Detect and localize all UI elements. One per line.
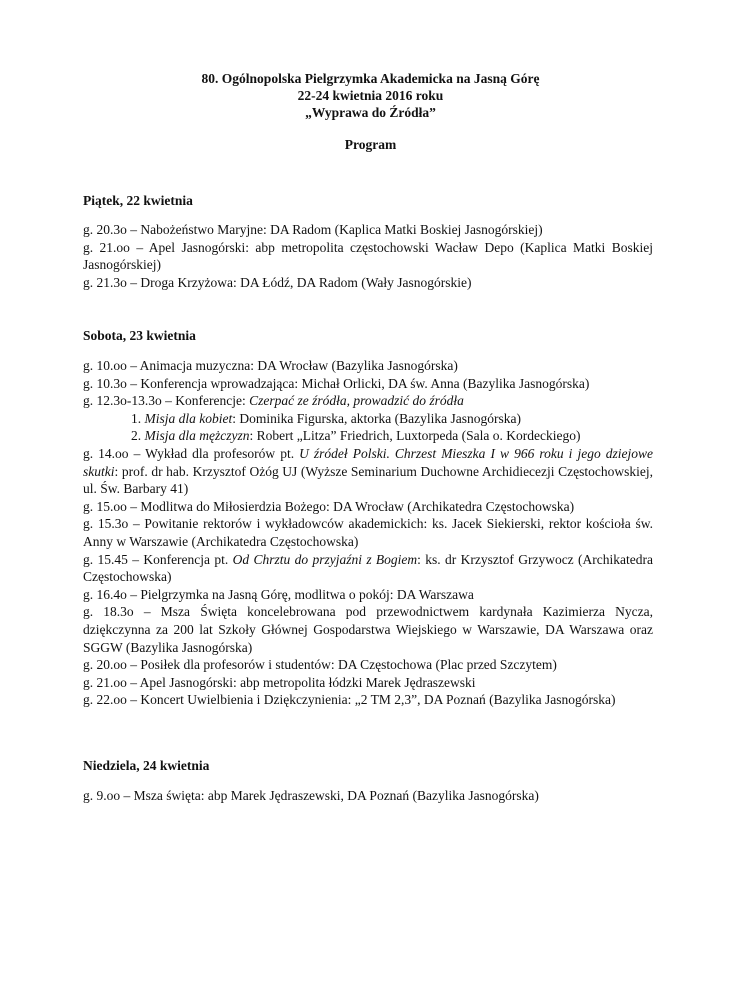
entry-3-topic: Czerpać ze źródła, prowadzić do źródła — [249, 393, 464, 409]
subentry-1-number: 1. — [131, 410, 145, 426]
subentry-2-topic: Misja dla mężczyzn — [144, 428, 250, 444]
entry-7-time: g. 15.45 – Konferencja pt. — [83, 551, 233, 567]
saturday-entry-1: g. 10.oo – Animacja muzyczna: DA Wrocław (Bazylika Jasnogórska) — [83, 358, 458, 373]
entry-3-time: g. 12.3o-13.3o – Konferencje: — [83, 393, 250, 409]
day-heading-friday: Piątek, 22 kwietnia — [83, 193, 193, 208]
saturday-entry-12: g. 22.oo – Koncert Uwielbienia i Dziękczynienia: „2 TM 2,3”, DA Poznań (Bazylika Jasnogórska) — [83, 692, 616, 708]
saturday-entry-4 — [83, 445, 653, 498]
entry-4-title: U źródeł Polski. Chrzest Mieszka I w 966 roku i jego dziejowe skutki — [83, 445, 653, 479]
program-title: Program — [344, 137, 397, 152]
saturday-entry-6: g. 15.3o – Powitanie rektorów i wykładowców akademickich: ks. Jacek Siekierski, rektor kościoła św. Anny w Warszawie (Archikatedra Częstochowska) — [83, 516, 653, 549]
subentry-1-topic: Misja dla kobiet — [144, 410, 233, 426]
friday-entry-2: g. 21.oo – Apel Jasnogórski: abp metropolita częstochowski Wacław Depo (Kaplica Matki Boskiej Jasnogórskiej) — [83, 239, 653, 273]
saturday-entry-7 — [83, 551, 653, 586]
saturday-entry-5: g. 15.oo – Modlitwa do Miłosierdzia Bożego: DA Wrocław (Archikatedra Częstochowska) — [83, 498, 575, 514]
saturday-entry-10: g. 20.oo – Posiłek dla profesorów i studentów: DA Częstochowa (Plac przed Szczytem) — [83, 657, 557, 673]
friday-entry-3: g. 21.3o – Droga Krzyżowa: DA Łódź, DA Radom (Wały Jasnogórskie) — [83, 274, 472, 290]
saturday-entry-8: g. 16.4o – Pielgrzymka na Jasną Górę, modlitwa o pokój: DA Warszawa — [83, 586, 474, 602]
subentry-2-number: 2. — [131, 428, 145, 444]
day-heading-saturday: Sobota, 23 kwietnia — [83, 328, 196, 343]
subentry-1-details: : Dominika Figurska, aktorka (Bazylika Jasnogórska) — [232, 410, 521, 426]
friday-schedule — [83, 221, 653, 291]
header-title: 80. Ogólnopolska Pielgrzymka Akademicka na Jasną Górę — [201, 71, 540, 86]
saturday-subentry-1 — [83, 410, 653, 428]
header-dates: 22-24 kwietnia 2016 roku — [297, 88, 444, 103]
entry-4-details: : prof. dr hab. Krzysztof Ożóg UJ (Wyższe Seminarium Duchowne Archidiecezji Częstochowskiej, ul. Św. Barbary 41) — [83, 463, 653, 497]
saturday-entry-9: g. 18.3o – Msza Święta koncelebrowana pod przewodnictwem kardynała Kazimierza Nycza, dziękczynna za 200 lat Szkoły Głównej Gospodarstwa Wiejskiego w Warszawie, DA Warszawa oraz SGGW (Bazylika Jasnogórska) — [83, 604, 653, 655]
day-heading-sunday: Niedziela, 24 kwietnia — [83, 758, 210, 773]
entry-7-details: : ks. dr Krzysztof Grzywocz (Archikatedra Częstochowska) — [83, 551, 653, 585]
entry-4-time: g. 14.oo – Wykład dla profesorów pt. — [83, 445, 300, 461]
friday-entry-1: g. 20.3o – Nabożeństwo Maryjne: DA Radom (Kaplica Matki Boskiej Jasnogórskiej) — [83, 222, 543, 237]
saturday-entry-11: g. 21.oo – Apel Jasnogórski: abp metropolita łódzki Marek Jędraszewski — [83, 674, 476, 690]
sunday-entry-1: g. 9.oo – Msza święta: abp Marek Jędraszewski, DA Poznań (Bazylika Jasnogórska) — [83, 788, 539, 803]
saturday-subentry-2 — [83, 427, 653, 445]
saturday-entry-2: g. 10.3o – Konferencja wprowadzająca: Michał Orlicki, DA św. Anna (Bazylika Jasnogórska) — [83, 375, 590, 391]
saturday-schedule — [83, 357, 653, 709]
header-motto: „Wyprawa do Źródła” — [305, 105, 436, 120]
document-header — [0, 70, 741, 121]
entry-7-title: Od Chrztu do przyjaźni z Bogiem — [232, 551, 418, 567]
saturday-entry-3 — [83, 392, 653, 410]
subentry-2-details: : Robert „Litza” Friedrich, Luxtorpeda (Sala o. Kordeckiego) — [249, 428, 581, 444]
sunday-schedule — [83, 787, 653, 805]
